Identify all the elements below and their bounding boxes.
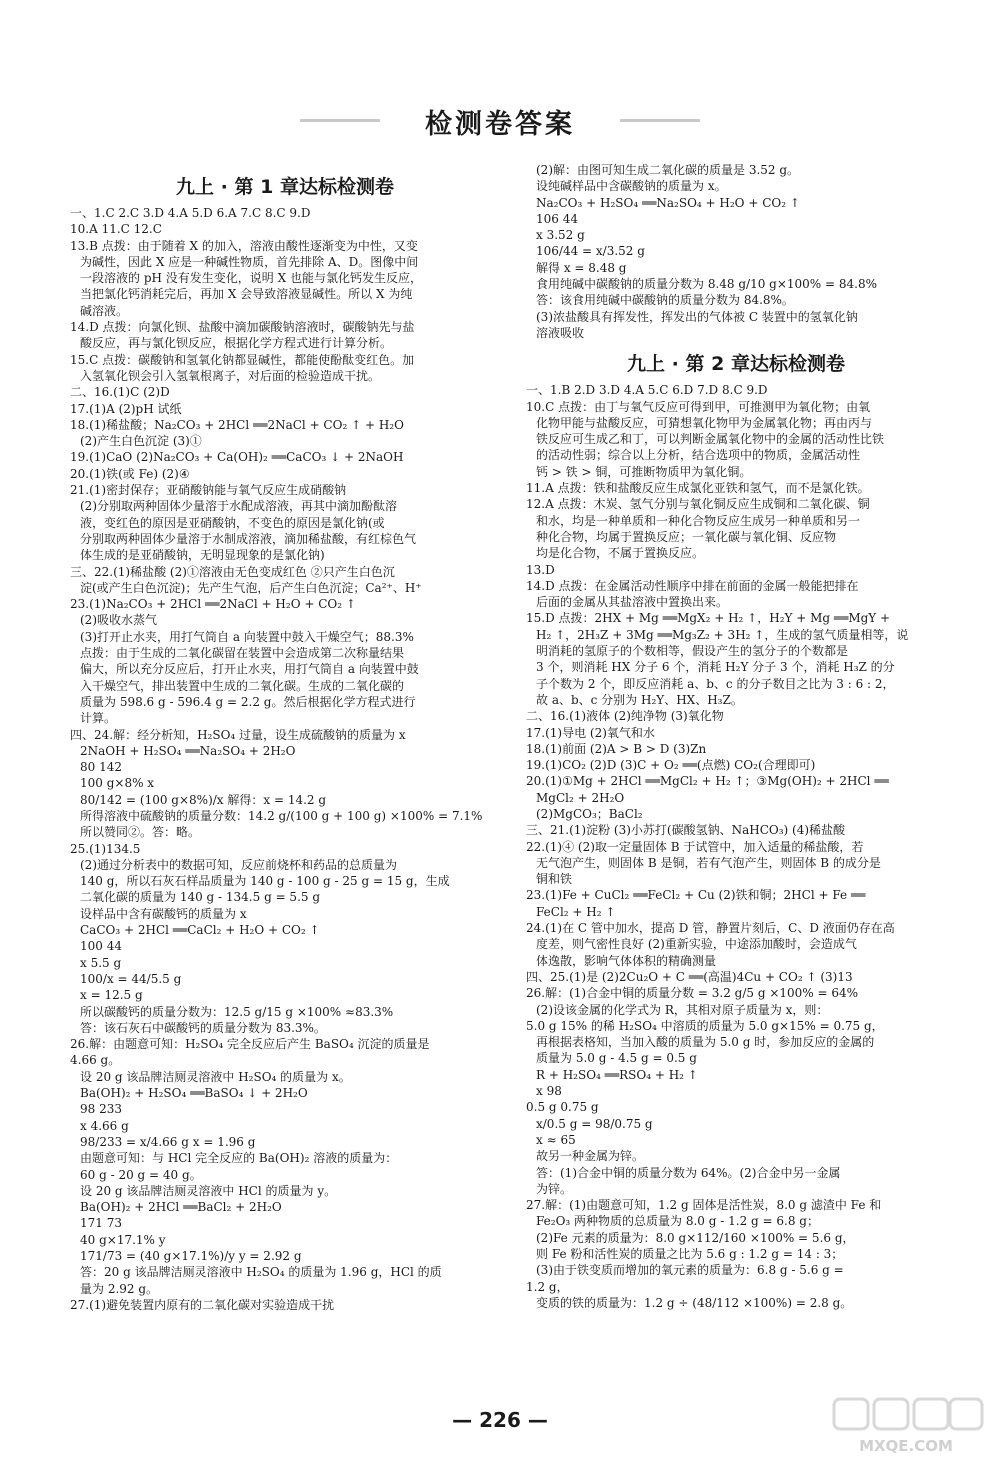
ch1-answer-line: 设样品中含有碳酸钙的质量为 x xyxy=(80,906,247,921)
ch2-answer-line: 一、1.B 2.D 3.D 4.A 5.C 6.D 7.D 8.C 9.D xyxy=(526,383,768,398)
ch2-answer-line: 的活动性弱；综合以上分析，结合选项中的物质，金属活动性 xyxy=(536,448,861,463)
ch2-answer-line: 故 a、b、c 分别为 H₂Y、HX、H₃Z。 xyxy=(536,692,743,707)
ch2-answer-line: 19.(1)CO₂ (2)D (3)C + O₂ ══(点燃) CO₂(合理即可) xyxy=(526,758,816,773)
ch2-answer-line: 则 Fe 粉和活性炭的质量之比为 5.6 g : 1.2 g = 14 : 3； xyxy=(536,1247,844,1261)
chapter-2-title: 九上 · 第 2 章达标检测卷 xyxy=(627,353,845,376)
ch1-answer-line: 偏大，所以充分反应后，打开止水夹，用打气筒自 a 向装置中鼓 xyxy=(80,662,419,677)
ch2-answer-line: MgCl₂ + 2H₂O xyxy=(536,790,625,805)
ch1-answer-line: 入氢氧化钡会引入氢氧根离子，对后面的检验造成干扰。 xyxy=(80,368,381,383)
ch2-answer-line: 26.解：(1)合金中铜的质量分数 = 3.2 g/5 g ×100% = 64% xyxy=(526,986,859,1001)
watermark-logo xyxy=(826,1395,986,1457)
ch2-answer-line: 为锌。 xyxy=(536,1181,573,1196)
ch1-answer-line: 一段溶液的 pH 没有发生变化，说明 X 也能与氯化钙发生反应， xyxy=(80,271,422,286)
ch1-answer-line: 二、16.(1)C (2)D xyxy=(70,385,170,400)
ch1-answer-line: 14.D 点拨：向氯化钡、盐酸中滴加碳酸钠溶液时，碳酸钠先与盐 xyxy=(70,320,415,335)
ch1-cont-answer-line: Na₂CO₃ + H₂SO₄ ══Na₂SO₄ + H₂O + CO₂ ↑ xyxy=(536,195,800,210)
ch1-answer-line: 27.(1)避免装置内原有的二氧化碳对实验造成干扰 xyxy=(70,1297,335,1312)
ch1-answer-line: 质量为 598.6 g - 596.4 g = 2.2 g。然后根据化学方程式进行 xyxy=(80,694,416,709)
ch2-answer-line: 11.A 点拨：铁和盐酸反应生成氯化亚铁和氢气，而不是氯化铁。 xyxy=(526,481,870,496)
ch2-answer-line: 钙 > 铁 > 铜，可推断物质甲为氧化铜。 xyxy=(536,464,752,479)
ch1-answer-line: 21.(1)密封保存；亚硝酸钠能与氧气反应生成硝酸钠 xyxy=(70,483,347,498)
ch2-answer-line: 四、25.(1)是 (2)2Cu₂O + C ══(高温)4Cu + CO₂ ↑ (3)13 xyxy=(526,969,853,984)
ch2-answer-line: FeCl₂ + H₂ ↑ xyxy=(536,904,616,919)
ch1-answer-line: 为碱性，因此 X 应是一种碱性物质，首先排除 A、D。图像中间 xyxy=(80,254,419,269)
ch2-answer-line: (3)由于铁变质而增加的氧元素的质量为：6.8 g - 5.6 g = xyxy=(536,1263,844,1278)
ch1-cont-answer-line: 食用纯碱中碳酸钠的质量分数为 8.48 g/10 g×100% = 84.8% xyxy=(536,277,878,292)
ch1-answer-line: 100 g×8% x xyxy=(80,776,155,791)
ch1-answer-line: 设 20 g 该品牌洁厕灵溶液中 HCl 的质量为 y。 xyxy=(80,1183,337,1198)
ch2-answer-line: 后面的金属从其盐溶液中置换出来。 xyxy=(536,595,729,610)
ch1-cont-answer-line: (2)解：由图可知生成二氧化碳的质量是 3.52 g。 xyxy=(536,163,800,177)
ch1-answer-line: (2)产生白色沉淀 (3)① xyxy=(80,434,202,449)
ch1-answer-line: 由题意可知：与 HCl 完全反应的 Ba(OH)₂ 溶液的质量为： xyxy=(80,1151,398,1166)
ch1-answer-line: 四、24.解：经分析知，H₂SO₄ 过量，设生成硫酸钠的质量为 x xyxy=(70,727,406,742)
ch1-cont-answer-line: (3)浓盐酸具有挥发性，挥发出的气体被 C 装置中的氢氧化钠 xyxy=(536,309,858,324)
ch1-answer-line: 所以赞同②。答：略。 xyxy=(80,825,201,840)
right-column xyxy=(526,162,946,1311)
ch1-answer-line: 答：20 g 该品牌洁厕灵溶液中 H₂SO₄ 的质量为 1.96 g，HCl 的质 xyxy=(80,1265,442,1280)
ch1-answer-line: x 4.66 g xyxy=(80,1118,129,1133)
title-decoration-left xyxy=(300,119,380,122)
ch1-answer-line: 171 73 xyxy=(80,1216,122,1231)
ch1-answer-line: 2NaOH + H₂SO₄ ══Na₂SO₄ + 2H₂O xyxy=(80,743,296,758)
ch2-answer-line: (2)Fe 元素的质量为：8.0 g×112/160 ×100% = 5.6 g， xyxy=(536,1230,855,1245)
ch1-answer-line: 入干燥空气，排出装置中生成的二氧化碳。生成的二氧化碳的 xyxy=(80,678,405,693)
ch2-answer-line: 度差，则气密性良好 (2)重新实验，中途添加酸时，会造成气 xyxy=(536,937,857,952)
ch2-answer-line: 20.(1)①Mg + 2HCl ══MgCl₂ + H₂ ↑；③Mg(OH)₂ + 2HCl ══ xyxy=(526,774,889,789)
ch2-answer-line: 27.解：(1)由题意可知，1.2 g 固体是活性炭，8.0 g 滤渣中 Fe 和 xyxy=(526,1198,882,1213)
ch1-answer-line: 所得溶液中硫酸钠的质量分数：14.2 g/(100 g + 100 g) ×100% = 7.1% xyxy=(80,808,483,823)
ch1-answer-line: Ba(OH)₂ + H₂SO₄ ══BaSO₄ ↓ + 2H₂O xyxy=(80,1086,308,1101)
ch1-answer-line: 98/233 = x/4.66 g x = 1.96 g xyxy=(80,1134,256,1149)
ch2-answer-line: 无气泡产生，则固体 B 是铜，若有气泡产生，则固体 B 的成分是 xyxy=(536,855,881,870)
ch1-cont-answer-line: x 3.52 g xyxy=(536,228,585,243)
ch1-answer-line: 80/142 = (100 g×8%)/x 解得：x = 14.2 g xyxy=(80,792,327,807)
ch1-answer-line: 98 233 xyxy=(80,1102,122,1117)
ch2-answer-line: 10.C 点拨：由丁与氧气反应可得到甲，可推测甲为氧化物；由氧 xyxy=(526,399,871,414)
ch2-answer-line: 质量为 5.0 g - 4.5 g = 0.5 g xyxy=(536,1051,697,1066)
watermark-text: MXQE.COM xyxy=(859,1437,953,1455)
ch1-answer-line: CaCO₃ + 2HCl ══CaCl₂ + H₂O + CO₂ ↑ xyxy=(80,923,320,938)
ch1-answer-line: 13.B 点拨：由于随着 X 的加入，溶液由酸性逐渐变为中性，又变 xyxy=(70,238,418,253)
ch2-answer-line: H₂ ↑，2H₃Z + 3Mg ══Mg₃Z₂ + 3H₂ ↑，生成的氢气质量相等，说 xyxy=(536,627,909,642)
page-title: 检测卷答案 xyxy=(425,109,575,140)
ch1-answer-line: 答：该石灰石中碳酸钙的质量分数为 83.3%。 xyxy=(80,1020,326,1035)
ch1-answer-line: 一、1.C 2.C 3.D 4.A 5.D 6.A 7.C 8.C 9.D xyxy=(70,206,311,220)
ch2-answer-line: 12.A 点拨：木炭、氢气分别与氧化铜反应生成铜和二氧化碳、铜 xyxy=(526,497,870,512)
ch1-answer-line: 当把氯化钙消耗完后，再加 X 会导致溶液显碱性。所以 X 为纯 xyxy=(80,287,413,302)
ch1-answer-line: 40 g×17.1% y xyxy=(80,1232,166,1247)
ch1-answer-line: 26.解：由题意可知：H₂SO₄ 完全反应后产生 BaSO₄ 沉淀的质量是 xyxy=(70,1037,430,1052)
ch2-answer-line: 答：(1)合金中铜的质量分数为 64%。(2)合金中另一金属 xyxy=(536,1165,841,1180)
ch1-answer-line: x = 12.5 g xyxy=(80,988,143,1003)
ch1-cont-answer-line: 溶液吸收 xyxy=(536,325,585,340)
ch1-answer-line: x 5.5 g xyxy=(80,955,122,970)
ch1-answer-line: 60 g - 20 g = 40 g。 xyxy=(80,1167,202,1182)
ch1-cont-answer-line: 设纯碱样品中含碳酸钠的质量为 x。 xyxy=(536,179,727,194)
ch2-answer-line: 均是化合物，不属于置换反应。 xyxy=(536,546,705,561)
ch1-answer-line: 三、22.(1)稀盐酸 (2)①溶液由无色变成红色 ②只产生白色沉 xyxy=(70,564,395,579)
ch2-answer-line: 22.(1)④ (2)取一定量固体 B 于试管中，加入适量的稀盐酸，若 xyxy=(526,839,864,854)
ch1-answer-line: 点拨：由于生成的二氧化碳留在装置中会造成第二次称量结果 xyxy=(80,646,405,661)
chapter-1-continued-answers xyxy=(526,162,946,341)
ch2-answer-line: 化物甲能与盐酸反应，可猜想氧化物甲为金属氧化物；再由丙与 xyxy=(536,415,873,430)
ch1-answer-line: 酸反应，再与氯化钡反应，根据化学方程式进行计算分析。 xyxy=(80,336,393,351)
ch2-answer-line: x 98 xyxy=(536,1084,562,1099)
ch2-answer-line: 铁反应可生成乙和丁，可以判断金属氧化物中的金属的活动性比铁 xyxy=(536,432,885,447)
ch1-answer-line: 计算。 xyxy=(80,711,117,726)
ch2-answer-line: (2)MgCO₃；BaCl₂ xyxy=(536,806,643,821)
ch2-answer-line: 18.(1)前面 (2)A > B > D (3)Zn xyxy=(526,741,707,756)
chapter-1-title: 九上 · 第 1 章达标检测卷 xyxy=(176,176,394,198)
ch2-answer-line: 故另一种金属为锌。 xyxy=(536,1149,645,1164)
ch2-answer-line: 变质的铁的质量为：1.2 g ÷ (48/112 ×100%) = 2.8 g。 xyxy=(536,1295,853,1310)
ch1-answer-line: 分别取两种固体少量溶于水制成溶液，滴加稀盐酸，有红棕色气 xyxy=(80,531,417,546)
title-decoration-right xyxy=(620,119,700,122)
ch2-answer-line: 1.2 g， xyxy=(526,1279,569,1294)
ch2-answer-line: 三、21.(1)淀粉 (3)小苏打(碳酸氢钠、NaHCO₃) (4)稀盐酸 xyxy=(526,823,846,838)
ch1-answer-line: 淀(或产生白色沉淀)；先产生气泡，后产生白色沉淀；Ca²⁺、H⁺ xyxy=(80,580,422,595)
ch2-answer-line: Fe₂O₃ 两种物质的总质量为 8.0 g - 1.2 g = 6.8 g； xyxy=(536,1214,819,1229)
chapter-2-answers xyxy=(526,382,946,1311)
ch2-answer-line: 17.(1)导电 (2)氧气和水 xyxy=(526,725,655,740)
ch2-answer-line: 体逸散，影响气体体积的精确测量 xyxy=(536,953,717,968)
ch1-cont-answer-line: 106/44 = x/3.52 g xyxy=(536,244,645,259)
ch1-answer-line: 25.(1)134.5 xyxy=(70,841,141,856)
ch2-answer-line: 和水，均是一种单质和一种化合物反应生成另一种单质和另一 xyxy=(536,513,861,528)
ch1-answer-line: Ba(OH)₂ + 2HCl ══BaCl₂ + 2H₂O xyxy=(80,1200,282,1215)
ch2-answer-line: x ≈ 65 xyxy=(536,1132,576,1147)
ch1-answer-line: (2)吸收水蒸气 xyxy=(80,613,157,628)
ch1-answer-line: 二氧化碳的质量为 140 g - 134.5 g = 5.5 g xyxy=(80,890,321,905)
ch2-answer-line: 再根据表格知，当加入酸的质量为 5.0 g 时，参加反应的金属的 xyxy=(536,1035,875,1050)
ch2-answer-line: 23.(1)Fe + CuCl₂ ══FeCl₂ + Cu (2)铁和铜；2HCl + Fe ══ xyxy=(526,888,866,903)
ch2-answer-line: 5.0 g 15% 的稀 H₂SO₄ 中溶质的质量为 5.0 g×15% = 0.75 g， xyxy=(526,1018,884,1033)
ch1-answer-line: 140 g，所以石灰石样品质量为 140 g - 100 g - 25 g = 15 g，生成 xyxy=(80,874,450,889)
ch1-answer-line: 10.A 11.C 12.C xyxy=(70,222,162,237)
ch1-answer-line: 所以碳酸钙的质量分数为：12.5 g/15 g ×100% ≈83.3% xyxy=(80,1004,394,1019)
ch1-answer-line: 20.(1)铁(或 Fe) (2)④ xyxy=(70,466,190,481)
page-number: — 226 — xyxy=(452,1408,548,1432)
ch1-cont-answer-line: 答：该食用纯碱中碳酸钠的质量分数为 84.8%。 xyxy=(536,293,794,308)
ch2-answer-line: 15.D 点拨：2HX + Mg ══MgX₂ + H₂ ↑，H₂Y + Mg ══MgY + xyxy=(526,611,891,626)
ch1-answer-line: 量为 2.92 g。 xyxy=(80,1281,159,1296)
ch1-answer-line: 15.C 点拨：碳酸钠和氢氧化钠都显碱性，都能使酚酞变红色。加 xyxy=(70,352,415,367)
ch1-answer-line: 100 44 xyxy=(80,939,122,954)
ch1-answer-line: 19.(1)CaO (2)Na₂CO₃ + Ca(OH)₂ ══CaCO₃ ↓ + 2NaOH xyxy=(70,450,404,465)
ch1-answer-line: (2)分别取两种固体少量溶于水配成溶液，再其中滴加酚酞溶 xyxy=(80,499,398,514)
ch1-answer-line: 体生成的是亚硝酸钠，无明显现象的是氯化钠) xyxy=(80,548,325,563)
ch1-answer-line: 18.(1)稀盐酸；Na₂CO₃ + 2HCl ══2NaCl + CO₂ ↑ + H₂O xyxy=(70,417,404,432)
ch2-answer-line: R + H₂SO₄ ══RSO₄ + H₂ ↑ xyxy=(536,1067,698,1082)
ch1-answer-line: (2)通过分析表中的数据可知，反应前烧杯和药品的总质量为 xyxy=(80,857,398,872)
ch2-answer-line: (2)设该金属的化学式为 R，其相对原子质量为 x，则： xyxy=(536,1002,829,1017)
ch2-answer-line: 13.D xyxy=(526,562,555,577)
left-column xyxy=(70,172,500,1313)
ch1-answer-line: (3)打开止水夹，用打气筒自 a 向装置中鼓入干燥空气；88.3% xyxy=(80,629,414,644)
ch1-cont-answer-line: 106 44 xyxy=(536,211,578,226)
ch1-answer-line: 17.(1)A (2)pH 试纸 xyxy=(70,401,182,416)
ch1-answer-line: 4.66 g。 xyxy=(70,1053,121,1068)
ch2-answer-line: 24.(1)在 C 管中加水，提高 D 管，静置片刻后，C、D 液面仍存在高 xyxy=(526,921,895,936)
ch1-answer-line: 171/73 = (40 g×17.1%)/y y = 2.92 g xyxy=(80,1249,302,1263)
ch2-answer-line: 3 个，则消耗 HX 分子 6 个，消耗 H₂Y 分子 3 个，消耗 H₃Z 的分 xyxy=(536,660,895,675)
ch1-answer-line: 23.(1)Na₂CO₃ + 2HCl ══2NaCl + H₂O + CO₂ ↑ xyxy=(70,597,356,612)
ch1-cont-answer-line: 解得 x = 8.48 g xyxy=(536,260,627,275)
ch2-answer-line: 种化合物，均属于置换反应；一氧化碳与氧化铜、反应物 xyxy=(536,529,837,544)
ch2-answer-line: 0.5 g 0.75 g xyxy=(526,1100,599,1115)
ch2-answer-line: 明消耗的氢原子的个数相等，假设产生的氢分子的个数都是 xyxy=(536,644,849,659)
ch1-answer-line: 碱溶液。 xyxy=(80,303,129,318)
ch2-answer-line: 子个数为 2 个，即反应消耗 a、b、c 的分子数目之比为 3 : 6 : 2， xyxy=(536,676,895,691)
ch2-answer-line: x/0.5 g = 98/0.75 g xyxy=(536,1116,653,1131)
ch2-answer-line: 14.D 点拨：在金属活动性顺序中排在前面的金属一般能把排在 xyxy=(526,578,859,593)
ch2-answer-line: 二、16.(1)液体 (2)纯净物 (3)氧化物 xyxy=(526,709,724,724)
ch1-answer-line: 液，变红色的原因是亚硝酸钠，不变色的原因是氯化钠(或 xyxy=(80,515,385,530)
ch1-answer-line: 设 20 g 该品牌洁厕灵溶液中 H₂SO₄ 的质量为 x。 xyxy=(80,1069,351,1084)
ch1-answer-line: 100/x = 44/5.5 g xyxy=(80,971,182,986)
ch2-answer-line: 铜和铁 xyxy=(536,872,573,887)
ch1-answer-line: 80 142 xyxy=(80,760,122,775)
chapter-1-answers xyxy=(70,205,500,1313)
